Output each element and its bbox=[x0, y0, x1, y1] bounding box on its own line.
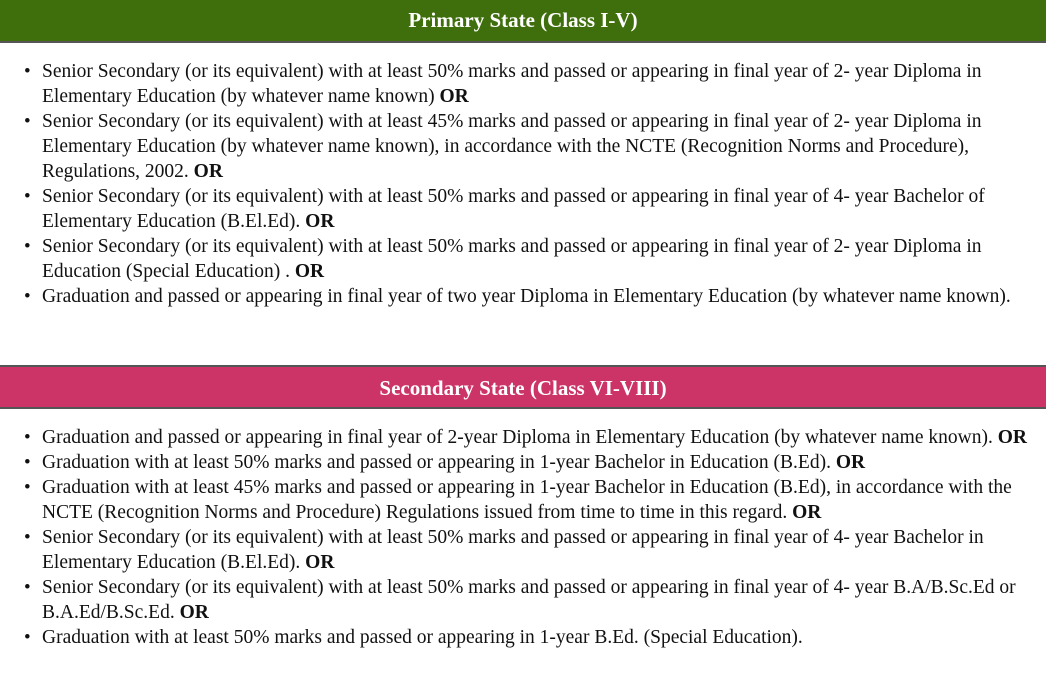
criterion-text: Senior Secondary (or its equivalent) with at least 50% marks and passed or appearing in final year of 2- year Diploma in Elementary Education (by whatever name known) bbox=[42, 61, 982, 107]
list-item bbox=[42, 109, 1046, 184]
or-label: OR bbox=[792, 502, 822, 523]
criterion-text: Graduation and passed or appearing in final year of 2-year Diploma in Elementary Education (by whatever name known). bbox=[42, 427, 993, 448]
criterion-text: Senior Secondary (or its equivalent) with at least 50% marks and passed or appearing in final year of 4- year Bachelor in Elementary Education (B.El.Ed). bbox=[42, 527, 984, 573]
list-item bbox=[42, 625, 1046, 650]
secondary-criteria-list bbox=[0, 425, 1046, 650]
criterion-text: Graduation and passed or appearing in final year of two year Diploma in Elementary Education (by whatever name known). bbox=[42, 286, 1011, 307]
list-item bbox=[42, 284, 1046, 309]
or-label: OR bbox=[835, 452, 866, 473]
list-item bbox=[42, 525, 1046, 575]
or-label: OR bbox=[305, 211, 335, 232]
or-label: OR bbox=[179, 602, 209, 623]
criterion-text: Senior Secondary (or its equivalent) with at least 50% marks and passed or appearing in final year of 4- year B.A/B.Sc.Ed or B.A.Ed/B.Sc.Ed. bbox=[42, 577, 1016, 623]
criterion-text: Senior Secondary (or its equivalent) with at least 45% marks and passed or appearing in final year of 2- year Diploma in Elementary Education (by whatever name known), in accordance with the NCTE (Recognition Norms and Procedure), Regulations, 2002. bbox=[42, 111, 982, 182]
or-label: OR bbox=[193, 161, 223, 182]
criterion-text: Graduation with at least 50% marks and passed or appearing in 1-year B.Ed. (Special Education). bbox=[42, 627, 803, 648]
list-item bbox=[42, 425, 1046, 450]
primary-state-title: Primary State (Class I-V) bbox=[408, 8, 638, 32]
list-item bbox=[42, 450, 1046, 475]
secondary-state-section bbox=[0, 365, 1046, 650]
criterion-text: Senior Secondary (or its equivalent) with at least 50% marks and passed or appearing in final year of 4- year Bachelor of Elementary Education (B.El.Ed). bbox=[42, 186, 985, 232]
list-item bbox=[42, 59, 1046, 109]
criterion-text: Senior Secondary (or its equivalent) with at least 50% marks and passed or appearing in final year of 2- year Diploma in Education (Special Education) . bbox=[42, 236, 982, 282]
primary-state-header bbox=[0, 0, 1046, 43]
list-item bbox=[42, 475, 1046, 525]
list-item bbox=[42, 234, 1046, 284]
primary-criteria-list bbox=[0, 59, 1046, 309]
criterion-text: Graduation with at least 50% marks and passed or appearing in 1-year Bachelor in Education (B.Ed). bbox=[42, 452, 831, 473]
or-label: OR bbox=[294, 261, 325, 282]
criterion-text: Graduation with at least 45% marks and passed or appearing in 1-year Bachelor in Education (B.Ed), in accordance with the NCTE (Recognition Norms and Procedure) Regulations issued from time to time in this regard. bbox=[42, 477, 1012, 523]
list-item bbox=[42, 575, 1046, 625]
or-label: OR bbox=[439, 86, 469, 107]
list-item bbox=[42, 184, 1046, 234]
secondary-state-header bbox=[0, 365, 1046, 409]
secondary-state-title: Secondary State (Class VI-VIII) bbox=[379, 376, 667, 400]
or-label: OR bbox=[305, 552, 335, 573]
or-label: OR bbox=[997, 427, 1027, 448]
